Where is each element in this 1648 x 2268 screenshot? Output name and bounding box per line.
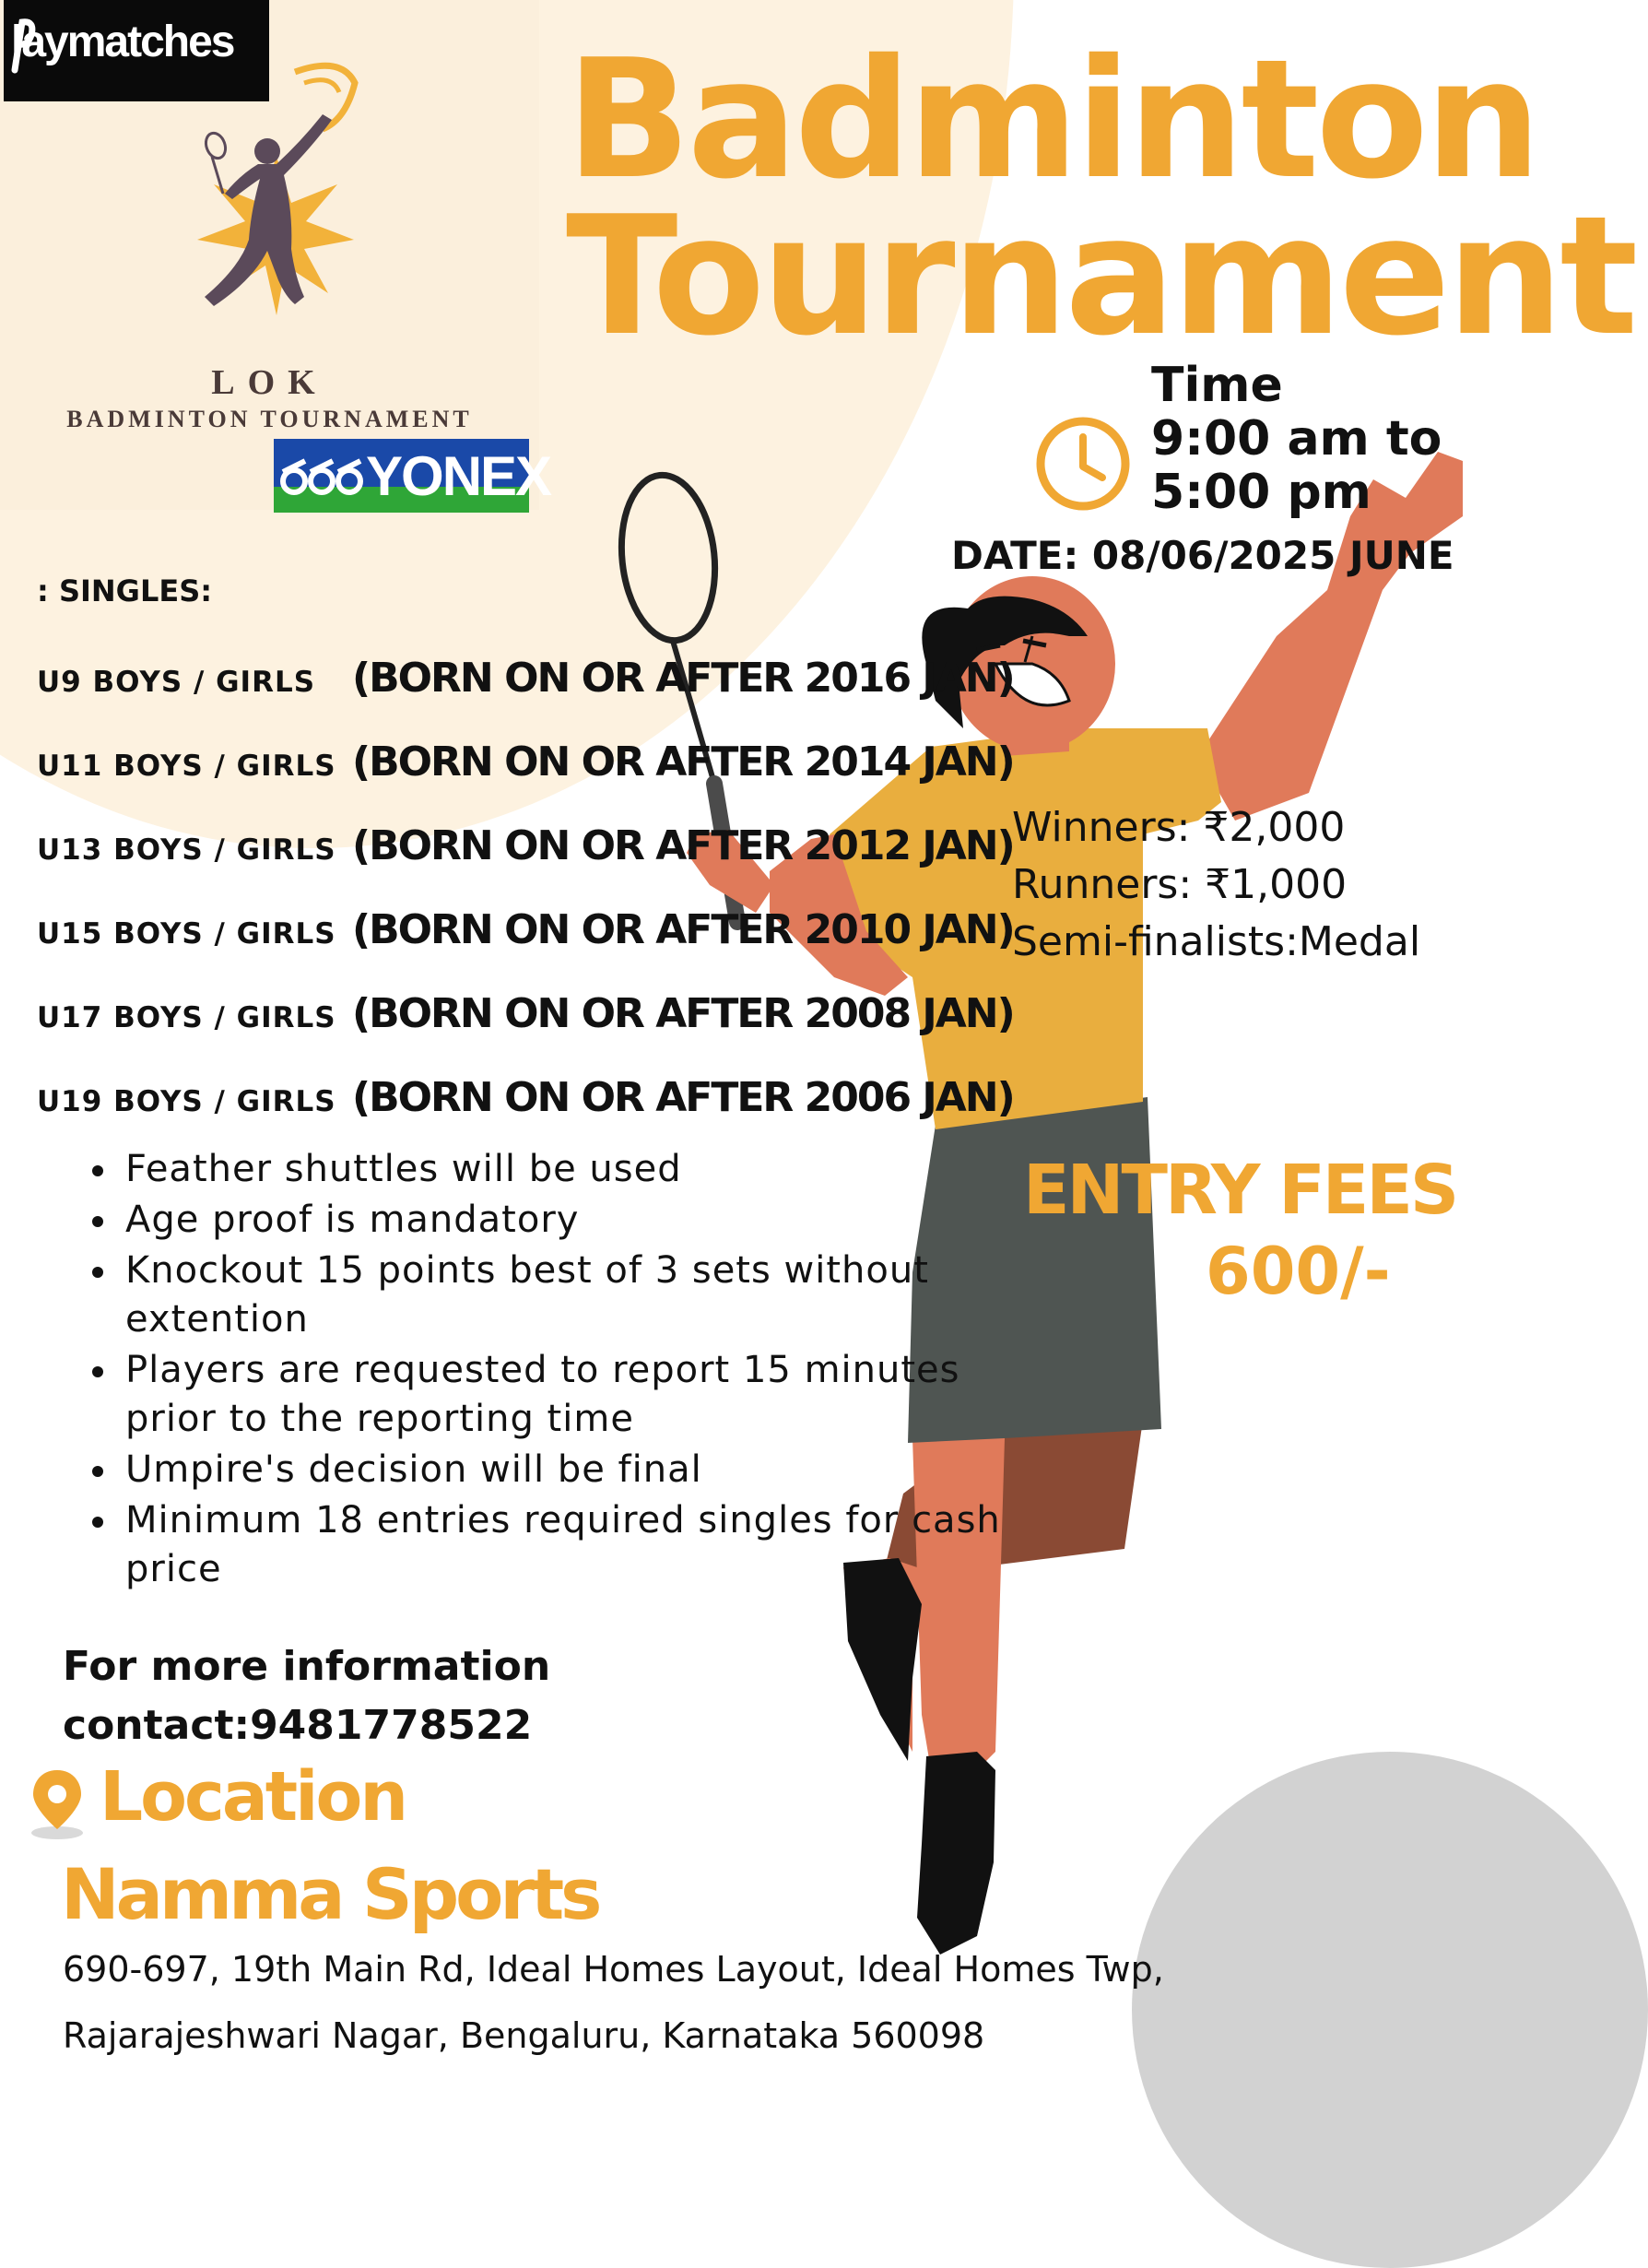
contact-phone: contact:9481778522 xyxy=(63,1702,533,1749)
category-birth-rule: (BORN ON OR AFTER 2016 JAN) xyxy=(352,655,1014,702)
contact-heading: For more information xyxy=(63,1643,551,1690)
rules-list xyxy=(83,1145,1097,1596)
category-birth-rule: (BORN ON OR AFTER 2014 JAN) xyxy=(352,738,1014,786)
category-name: U17 BOYS / GIRLS xyxy=(37,1001,336,1034)
rule-item: Minimum 18 entries required singles for cash price xyxy=(83,1496,1065,1594)
category-name: U9 BOYS / GIRLS xyxy=(37,666,316,699)
category-name: U11 BOYS / GIRLS xyxy=(37,750,336,783)
time-label: Time xyxy=(1151,358,1283,413)
brand-name: laymatches xyxy=(11,18,234,66)
rule-item: Umpire's decision will be final xyxy=(83,1446,1097,1494)
rule-item: Age proof is mandatory xyxy=(83,1196,1097,1245)
headline-line-2: Tournament xyxy=(566,181,1635,372)
rule-item: Players are requested to report 15 minutes prior to the reporting time xyxy=(83,1346,1047,1444)
event-date: DATE: 08/06/2025 JUNE xyxy=(951,533,1454,578)
map-pin-icon xyxy=(28,1766,88,1840)
headline-line-1: Badminton xyxy=(566,24,1538,215)
time-start: 9:00 am to xyxy=(1151,411,1442,467)
category-birth-rule: (BORN ON OR AFTER 2012 JAN) xyxy=(352,822,1014,869)
entry-fees-amount: 600/- xyxy=(1206,1234,1391,1309)
address-line-1: 690-697, 19th Main Rd, Ideal Homes Layout, Ideal Homes Twp, xyxy=(63,1949,1164,1990)
sponsor-name: YONEX xyxy=(366,445,551,507)
clock-icon xyxy=(1032,413,1134,514)
rule-item: Knockout 15 points best of 3 sets without extention xyxy=(83,1246,1097,1344)
category-birth-rule: (BORN ON OR AFTER 2006 JAN) xyxy=(352,1074,1014,1121)
venue-name: Namma Sports xyxy=(61,1853,599,1935)
category-birth-rule: (BORN ON OR AFTER 2008 JAN) xyxy=(352,990,1014,1037)
organizer-subtitle: BADMINTON TOURNAMENT xyxy=(66,406,473,432)
category-name: U19 BOYS / GIRLS xyxy=(37,1085,336,1118)
time-end: 5:00 pm xyxy=(1151,465,1371,520)
organizer-title: LOK xyxy=(211,363,328,402)
entry-fees-label: ENTRY FEES xyxy=(1023,1151,1457,1230)
prize-winners: Winners: ₹2,000 xyxy=(1012,804,1346,851)
category-name: U13 BOYS / GIRLS xyxy=(37,833,336,867)
address-line-2: Rajarajeshwari Nagar, Bengaluru, Karnataka 560098 xyxy=(63,2015,985,2056)
singles-heading: : SINGLES: xyxy=(37,573,213,608)
location-label: Location xyxy=(100,1757,406,1837)
racket-head xyxy=(614,470,723,644)
category-name: U15 BOYS / GIRLS xyxy=(37,917,336,951)
category-birth-rule: (BORN ON OR AFTER 2010 JAN) xyxy=(352,906,1014,953)
prize-runners: Runners: ₹1,000 xyxy=(1012,861,1348,908)
rule-item: Feather shuttles will be used xyxy=(83,1145,1097,1194)
prize-semi-finalists: Semi-finalists:Medal xyxy=(1012,918,1421,965)
